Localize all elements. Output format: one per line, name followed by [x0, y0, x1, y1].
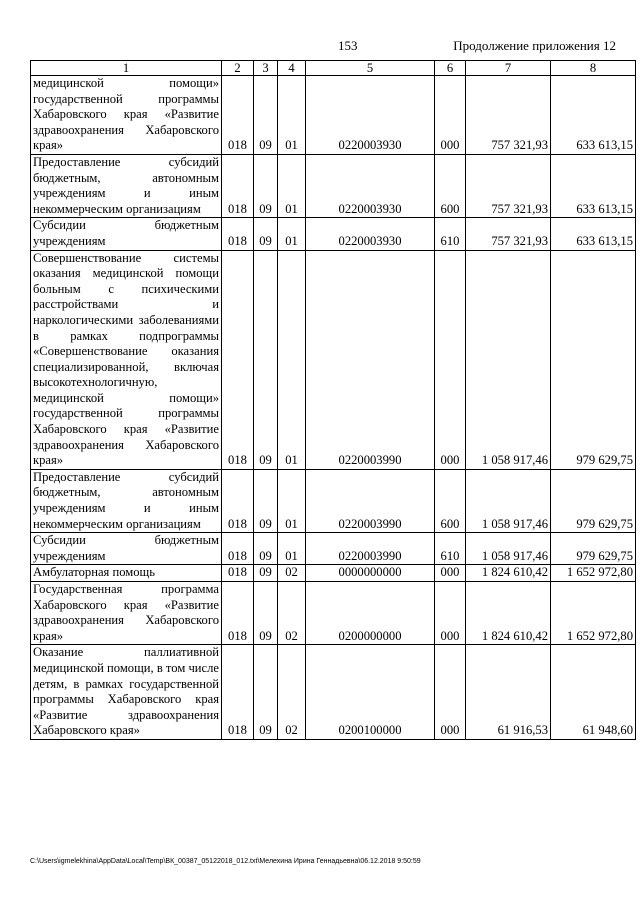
amount-year1-cell: 1 058 917,46 [466, 533, 551, 565]
admin-code-cell: 018 [222, 582, 254, 645]
amount-year1-cell: 61 916,53 [466, 645, 551, 740]
amount-year2-cell: 633 613,15 [551, 76, 636, 155]
section-code-cell: 09 [254, 469, 278, 532]
section-code-cell: 09 [254, 250, 278, 469]
continuation-label: Продолжение приложения 12 [453, 38, 616, 53]
target-article-cell: 0220003930 [306, 76, 435, 155]
amount-year2-cell: 1 652 972,80 [551, 582, 636, 645]
target-article-cell: 0200000000 [306, 582, 435, 645]
table-row [31, 250, 636, 469]
row-name-cell: Предоставление субсидий бюджетным, автономным учреждениям и иным некоммерческим организациям [31, 154, 222, 217]
section-code-cell: 09 [254, 154, 278, 217]
column-header: 1 [31, 61, 222, 76]
amount-year1-cell: 1 058 917,46 [466, 250, 551, 469]
expense-type-cell: 000 [435, 565, 466, 582]
amount-year1-cell: 1 824 610,42 [466, 582, 551, 645]
row-name-cell: медицинской помощи» государственной программы Хабаровского края «Развитие здравоохранения Хабаровского края» [31, 76, 222, 155]
table-row [31, 533, 636, 565]
section-code-cell: 09 [254, 645, 278, 740]
table-row [31, 154, 636, 217]
table-row [31, 565, 636, 582]
admin-code-cell: 018 [222, 533, 254, 565]
target-article-cell: 0220003930 [306, 218, 435, 250]
admin-code-cell: 018 [222, 218, 254, 250]
target-article-cell: 0200100000 [306, 645, 435, 740]
amount-year2-cell: 979 629,75 [551, 250, 636, 469]
subsection-code-cell: 02 [278, 582, 306, 645]
amount-year2-cell: 633 613,15 [551, 218, 636, 250]
table-row [31, 582, 636, 645]
table-row [31, 645, 636, 740]
subsection-code-cell: 01 [278, 76, 306, 155]
page-number: 153 [338, 38, 358, 53]
expense-type-cell: 600 [435, 154, 466, 217]
column-header: 2 [222, 61, 254, 76]
subsection-code-cell: 01 [278, 533, 306, 565]
amount-year1-cell: 757 321,93 [466, 154, 551, 217]
amount-year2-cell: 61 948,60 [551, 645, 636, 740]
amount-year2-cell: 979 629,75 [551, 533, 636, 565]
admin-code-cell: 018 [222, 76, 254, 155]
target-article-cell: 0220003930 [306, 154, 435, 217]
row-name-cell: Амбулаторная помощь [31, 565, 222, 582]
row-name-cell: Оказание паллиативной медицинской помощи, в том числе детям, в рамках государственной программы Хабаровского края «Развитие здравоохранения Хабаровского края» [31, 645, 222, 740]
row-name-cell: Государственная программа Хабаровского края «Развитие здравоохранения Хабаровского края» [31, 582, 222, 645]
expense-type-cell: 600 [435, 469, 466, 532]
amount-year1-cell: 757 321,93 [466, 76, 551, 155]
expense-type-cell: 000 [435, 582, 466, 645]
admin-code-cell: 018 [222, 469, 254, 532]
subsection-code-cell: 01 [278, 469, 306, 532]
section-code-cell: 09 [254, 533, 278, 565]
admin-code-cell: 018 [222, 645, 254, 740]
target-article-cell: 0220003990 [306, 469, 435, 532]
column-header: 8 [551, 61, 636, 76]
column-header: 4 [278, 61, 306, 76]
row-name-cell: Субсидии бюджетным учреждениям [31, 218, 222, 250]
amount-year1-cell: 1 058 917,46 [466, 469, 551, 532]
table-row [31, 469, 636, 532]
expense-type-cell: 000 [435, 645, 466, 740]
amount-year1-cell: 757 321,93 [466, 218, 551, 250]
expense-type-cell: 610 [435, 533, 466, 565]
table-row [31, 76, 636, 155]
row-name-cell: Субсидии бюджетным учреждениям [31, 533, 222, 565]
row-name-cell: Предоставление субсидий бюджетным, автономным учреждениям и иным некоммерческим организациям [31, 469, 222, 532]
subsection-code-cell: 02 [278, 565, 306, 582]
section-code-cell: 09 [254, 218, 278, 250]
subsection-code-cell: 01 [278, 154, 306, 217]
section-code-cell: 09 [254, 582, 278, 645]
amount-year2-cell: 979 629,75 [551, 469, 636, 532]
budget-table [30, 60, 636, 740]
expense-type-cell: 000 [435, 76, 466, 155]
row-name-cell: Совершенствование системы оказания медицинской помощи больным с психическими расстройствами и наркологическими заболеваниями в рамках подпрограммы «Совершенствование оказания специализированной, включая высокотехнологичную, медицинской помощи» государственной программы Хабаровского края «Развитие здравоохранения Хабаровского края» [31, 250, 222, 469]
table-body [31, 76, 636, 740]
subsection-code-cell: 01 [278, 250, 306, 469]
amount-year2-cell: 633 613,15 [551, 154, 636, 217]
column-header: 5 [306, 61, 435, 76]
table-header-row [31, 61, 636, 76]
admin-code-cell: 018 [222, 250, 254, 469]
admin-code-cell: 018 [222, 154, 254, 217]
target-article-cell: 0220003990 [306, 250, 435, 469]
column-header: 3 [254, 61, 278, 76]
expense-type-cell: 610 [435, 218, 466, 250]
column-header: 7 [466, 61, 551, 76]
target-article-cell: 0220003990 [306, 533, 435, 565]
target-article-cell: 0000000000 [306, 565, 435, 582]
admin-code-cell: 018 [222, 565, 254, 582]
amount-year1-cell: 1 824 610,42 [466, 565, 551, 582]
amount-year2-cell: 1 652 972,80 [551, 565, 636, 582]
column-header: 6 [435, 61, 466, 76]
section-code-cell: 09 [254, 565, 278, 582]
subsection-code-cell: 02 [278, 645, 306, 740]
table-row [31, 218, 636, 250]
section-code-cell: 09 [254, 76, 278, 155]
expense-type-cell: 000 [435, 250, 466, 469]
subsection-code-cell: 01 [278, 218, 306, 250]
file-path-footer: C:\Users\igmelekhina\AppData\Local\Temp\ВК_00387_05122018_012.txt\Мелехина Ирина Геннадьевна\06.12.2018 9:50:59 [30, 858, 421, 865]
